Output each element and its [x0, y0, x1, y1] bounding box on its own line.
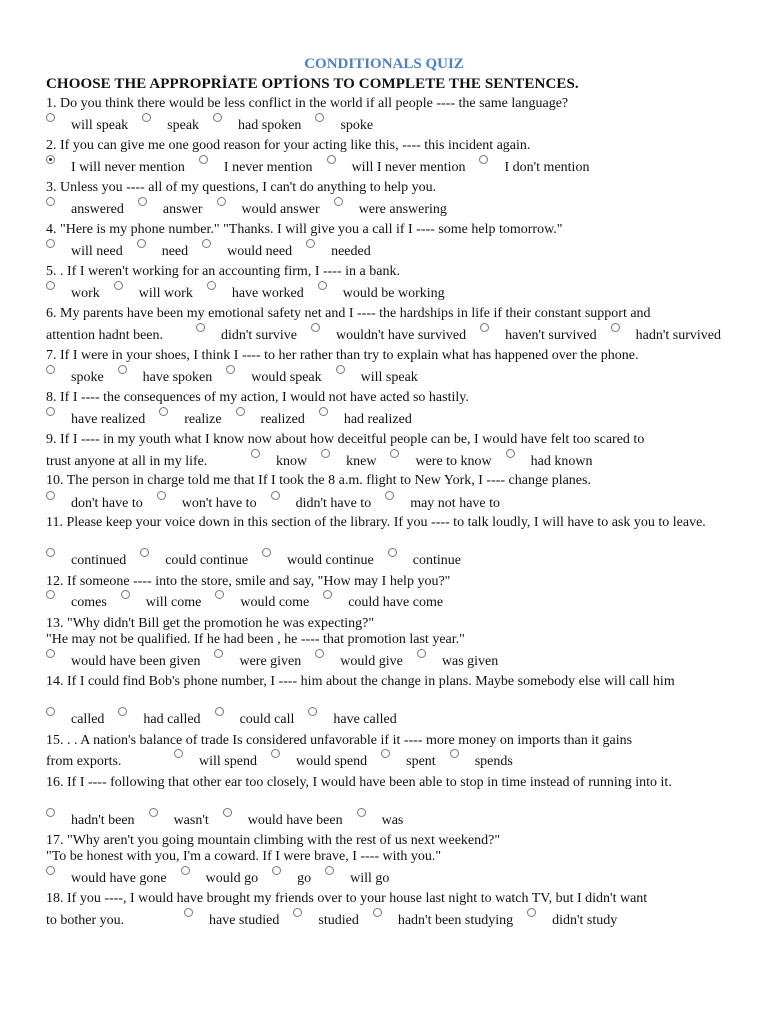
question-text: 7. If I were in your shoes, I think I ---- to her rather than try to explain what has happened over the phone.	[46, 348, 639, 363]
option-radio[interactable]	[315, 649, 324, 658]
option-label[interactable]: have worked	[231, 286, 304, 301]
option-radio[interactable]	[321, 449, 330, 458]
quiz-title: CONDITIONALS QUIZ	[304, 56, 464, 72]
option-radio[interactable]	[217, 197, 226, 206]
question-continuation: from exports.	[46, 754, 122, 769]
option-row	[46, 454, 606, 470]
option-radio[interactable]	[46, 866, 55, 875]
option-radio[interactable]	[417, 649, 426, 658]
option-label[interactable]: will work	[138, 286, 193, 301]
question-text: 1. Do you think there would be less conflict in the world if all people ---- the same language?	[46, 96, 569, 111]
option-radio[interactable]	[174, 749, 183, 758]
option-label[interactable]: have studied	[209, 913, 280, 928]
option-radio[interactable]	[311, 323, 320, 332]
option-label[interactable]: will I never mention	[351, 160, 466, 175]
option-label[interactable]: were answering	[358, 202, 447, 217]
option-label[interactable]: haven't survived	[505, 328, 597, 343]
option-radio[interactable]	[157, 491, 166, 500]
question-text: 2. If you can give me one good reason for your acting like this, ---- this incident again.	[46, 138, 531, 153]
option-label[interactable]: studied	[318, 913, 359, 928]
option-radio[interactable]	[381, 749, 390, 758]
option-radio[interactable]	[323, 590, 332, 599]
option-label[interactable]: may not have to	[410, 496, 501, 511]
option-label[interactable]: would continue	[287, 553, 374, 568]
option-radio[interactable]	[319, 407, 328, 416]
question-text: 11. Please keep your voice down in this section of the library. If you ---- to talk loudly, I will have to ask you to leave.	[46, 515, 706, 530]
option-row	[46, 328, 735, 344]
option-label[interactable]: know	[276, 454, 308, 469]
option-label[interactable]: work	[71, 286, 100, 301]
question-text: 6. My parents have been my emotional safety net and I ---- the hardships in life if their constant support and	[46, 306, 651, 321]
option-label[interactable]: go	[297, 871, 312, 886]
question-text: 9. If I ---- in my youth what I know now about how deceitful people can be, I would have felt too scared to	[46, 432, 645, 447]
option-label[interactable]: answered	[71, 202, 124, 217]
instructions: CHOOSE THE APPROPRİATE OPTİONS TO COMPLETE THE SENTENCES.	[46, 76, 579, 92]
option-radio[interactable]	[611, 323, 620, 332]
option-label[interactable]: were given	[239, 654, 302, 669]
option-label[interactable]: will need	[71, 244, 123, 259]
option-radio[interactable]	[46, 649, 55, 658]
option-row	[46, 654, 512, 670]
option-radio[interactable]	[272, 866, 281, 875]
option-row	[46, 286, 459, 302]
option-label[interactable]: would have been given	[71, 654, 201, 669]
option-label[interactable]: could call	[239, 712, 295, 727]
question-text: 10. The person in charge told me that If I took the 8 a.m. flight to New York, I ---- change planes.	[46, 473, 591, 488]
option-label[interactable]: will go	[350, 871, 390, 886]
option-label[interactable]: could continue	[165, 553, 249, 568]
option-radio[interactable]	[306, 239, 315, 248]
option-row	[46, 553, 475, 569]
option-label[interactable]: have realized	[71, 412, 146, 427]
option-radio[interactable]	[236, 407, 245, 416]
question-continuation: to bother you.	[46, 913, 125, 928]
option-row	[46, 496, 514, 512]
option-label[interactable]: wasn't	[173, 813, 209, 828]
option-radio[interactable]	[336, 365, 345, 374]
option-radio[interactable]	[202, 239, 211, 248]
option-radio[interactable]	[327, 155, 336, 164]
option-radio[interactable]	[215, 707, 224, 716]
question-text: 8. If I ---- the consequences of my action, I would not have acted so hastily.	[46, 390, 469, 405]
question-text: 4. "Here is my phone number." "Thanks. I will give you a call if I ---- some help tomorrow."	[46, 222, 563, 237]
option-row	[46, 754, 527, 770]
option-row	[46, 712, 411, 728]
option-label[interactable]: could have come	[348, 595, 444, 610]
option-radio[interactable]	[46, 407, 55, 416]
option-label[interactable]: would need	[227, 244, 293, 259]
option-label[interactable]: would spend	[295, 754, 368, 769]
option-label[interactable]: would answer	[241, 202, 320, 217]
option-radio[interactable]	[271, 749, 280, 758]
option-radio[interactable]	[46, 155, 55, 164]
option-radio[interactable]	[251, 449, 260, 458]
question-text-line2: "He may not be qualified. If he had been , he ---- that promotion last year."	[46, 632, 465, 647]
option-radio[interactable]	[138, 197, 147, 206]
option-radio[interactable]	[140, 548, 149, 557]
option-label[interactable]: hadn't been	[71, 813, 135, 828]
option-label[interactable]: continued	[71, 553, 127, 568]
option-label[interactable]: would go	[205, 871, 259, 886]
question-text: 12. If someone ---- into the store, smile and say, "How may I help you?"	[46, 574, 451, 589]
option-radio[interactable]	[308, 707, 317, 716]
option-radio[interactable]	[373, 908, 382, 917]
option-label[interactable]: realized	[260, 412, 305, 427]
option-label[interactable]: didn't have to	[295, 496, 372, 511]
option-label[interactable]: would come	[240, 595, 310, 610]
option-label[interactable]: will spend	[199, 754, 257, 769]
option-label[interactable]: would be working	[342, 286, 445, 301]
option-label[interactable]: continue	[412, 553, 461, 568]
option-label[interactable]: wouldn't have survived	[336, 328, 467, 343]
option-label[interactable]: have spoken	[142, 370, 213, 385]
option-radio[interactable]	[226, 365, 235, 374]
option-label[interactable]: were to know	[415, 454, 492, 469]
option-row	[46, 412, 426, 428]
option-radio[interactable]	[223, 808, 232, 817]
option-radio[interactable]	[46, 281, 55, 290]
option-radio[interactable]	[137, 239, 146, 248]
option-label[interactable]: knew	[346, 454, 377, 469]
option-label[interactable]: I will never mention	[71, 160, 185, 175]
option-label[interactable]: spoke	[340, 118, 374, 133]
option-radio[interactable]	[357, 808, 366, 817]
option-radio[interactable]	[121, 590, 130, 599]
option-row	[46, 244, 385, 260]
option-radio[interactable]	[315, 113, 324, 122]
option-label[interactable]: will come	[145, 595, 202, 610]
option-label[interactable]: need	[161, 244, 189, 259]
option-radio[interactable]	[149, 808, 158, 817]
option-label[interactable]: didn't study	[552, 913, 618, 928]
option-radio[interactable]	[118, 707, 127, 716]
option-radio[interactable]	[46, 808, 55, 817]
option-radio[interactable]	[388, 548, 397, 557]
question-text: 3. Unless you ---- all of my questions, I can't do anything to help you.	[46, 180, 437, 195]
question-text: 5. . If I weren't working for an accounting firm, I ---- in a bank.	[46, 264, 400, 279]
question-text: 18. If you ----, I would have brought my friends over to your house last night to watch TV, but I didn't want	[46, 891, 648, 906]
option-radio[interactable]	[506, 449, 515, 458]
option-radio[interactable]	[318, 281, 327, 290]
question-text: 15. . . A nation's balance of trade Is considered unfavorable if it ---- more money on imports than it gains	[46, 733, 633, 748]
question-text: 13. "Why didn't Bill get the promotion he was expecting?"	[46, 616, 375, 631]
option-radio[interactable]	[207, 281, 216, 290]
option-radio[interactable]	[46, 707, 55, 716]
option-radio[interactable]	[46, 113, 55, 122]
option-radio[interactable]	[181, 866, 190, 875]
option-radio[interactable]	[46, 365, 55, 374]
option-row	[46, 595, 457, 611]
option-radio[interactable]	[450, 749, 459, 758]
option-radio[interactable]	[390, 449, 399, 458]
option-label[interactable]: I don't mention	[504, 160, 590, 175]
option-radio[interactable]	[118, 365, 127, 374]
option-label[interactable]: had spoken	[238, 118, 302, 133]
option-row	[46, 813, 417, 829]
option-label[interactable]: realize	[184, 412, 222, 427]
option-radio[interactable]	[46, 239, 55, 248]
option-row	[46, 160, 603, 176]
option-radio[interactable]	[184, 908, 193, 917]
question-text-line2: "To be honest with you, I'm a coward. If I were brave, I ---- with you."	[46, 849, 442, 864]
question-text: 16. If I ---- following that other ear too closely, I would have been able to stop in time instead of running into it.	[46, 775, 672, 790]
option-label[interactable]: hadn't survived	[635, 328, 721, 343]
option-label[interactable]: had realized	[343, 412, 412, 427]
option-label[interactable]: have called	[333, 712, 397, 727]
option-radio[interactable]	[46, 491, 55, 500]
option-label[interactable]: had called	[143, 712, 201, 727]
question-continuation: attention hadnt been.	[46, 328, 164, 343]
option-label[interactable]: spoke	[71, 370, 104, 385]
option-label[interactable]: will speak	[71, 118, 129, 133]
option-radio[interactable]	[527, 908, 536, 917]
option-radio[interactable]	[334, 197, 343, 206]
option-radio[interactable]	[480, 323, 489, 332]
option-label[interactable]: spent	[406, 754, 436, 769]
option-row	[46, 202, 461, 218]
option-label[interactable]: would have gone	[71, 871, 167, 886]
option-label[interactable]: needed	[331, 244, 371, 259]
option-label[interactable]: will speak	[360, 370, 418, 385]
option-row	[46, 118, 387, 134]
option-label[interactable]: would have been	[247, 813, 343, 828]
option-radio[interactable]	[46, 590, 55, 599]
option-label[interactable]: comes	[71, 595, 107, 610]
question-continuation: trust anyone at all in my life.	[46, 454, 208, 469]
option-label[interactable]: spends	[474, 754, 513, 769]
option-radio[interactable]	[199, 155, 208, 164]
option-radio[interactable]	[325, 866, 334, 875]
option-row	[46, 370, 432, 386]
option-label[interactable]: would give	[340, 654, 403, 669]
option-label[interactable]: answer	[162, 202, 203, 217]
option-radio[interactable]	[159, 407, 168, 416]
option-row	[46, 871, 403, 887]
option-label[interactable]: don't have to	[71, 496, 143, 511]
option-label[interactable]: had known	[530, 454, 593, 469]
option-radio[interactable]	[46, 548, 55, 557]
option-radio[interactable]	[215, 590, 224, 599]
option-label[interactable]: called	[71, 712, 105, 727]
option-radio[interactable]	[262, 548, 271, 557]
option-label[interactable]: was	[381, 813, 404, 828]
question-text: 17. "Why aren't you going mountain climbing with the rest of us next weekend?"	[46, 833, 501, 848]
option-radio[interactable]	[385, 491, 394, 500]
option-radio[interactable]	[46, 197, 55, 206]
option-label[interactable]: I never mention	[223, 160, 313, 175]
option-label[interactable]: hadn't been studying	[397, 913, 514, 928]
option-label[interactable]: didn't survive	[221, 328, 298, 343]
option-radio[interactable]	[142, 113, 151, 122]
option-radio[interactable]	[479, 155, 488, 164]
option-label[interactable]: was given	[441, 654, 499, 669]
option-radio[interactable]	[213, 113, 222, 122]
option-label[interactable]: won't have to	[181, 496, 257, 511]
option-radio[interactable]	[271, 491, 280, 500]
question-text: 14. If I could find Bob's phone number, I ---- him about the change in plans. Maybe somebody else will call him	[46, 674, 675, 689]
option-radio[interactable]	[214, 649, 223, 658]
option-radio[interactable]	[196, 323, 205, 332]
option-radio[interactable]	[114, 281, 123, 290]
option-label[interactable]: speak	[167, 118, 200, 133]
option-label[interactable]: would speak	[251, 370, 322, 385]
option-row	[46, 913, 631, 929]
option-radio[interactable]	[293, 908, 302, 917]
